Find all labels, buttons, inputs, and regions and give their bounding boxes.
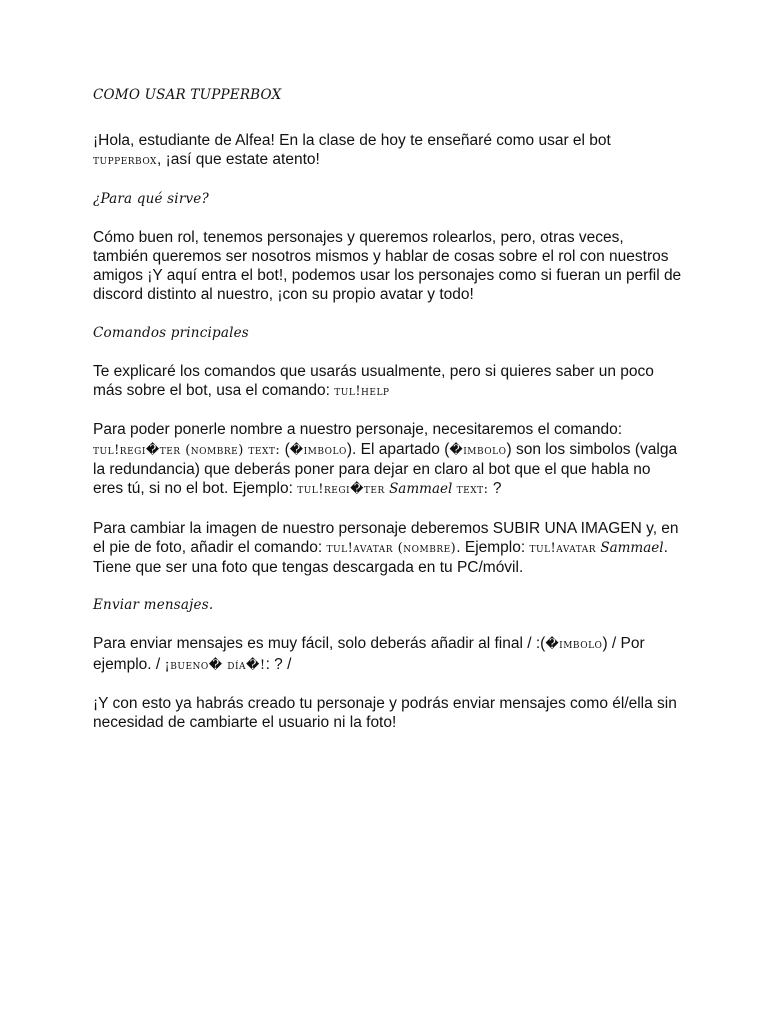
register-example-command: tul!regi�ter xyxy=(297,482,385,498)
intro-paragraph xyxy=(93,131,683,171)
send-text-1: Para enviar mensajes es muy fácil, solo deberás añadir al final / :( xyxy=(93,635,546,653)
register-command: tul!regi�ter (nombre) text: xyxy=(93,442,281,458)
avatar-command: tul!avatar (nombre) xyxy=(326,540,457,556)
register-text-4: ) son los simbolos (valga la redundancia) que deberás poner para dejar en claro al bot que el que habla no eres tú, si no el bot. Ejemplo: xyxy=(93,440,678,498)
register-text-5: ? xyxy=(488,480,502,498)
avatar-text-3: . Tiene que ser una foto que tengas descargada en tu PC/móvil. xyxy=(93,538,668,577)
send-symbol-term: �imbolo xyxy=(545,637,603,653)
purpose-paragraph: Cómo buen rol, tenemos personajes y queremos rolearlos, pero, otras veces, también queremos ser nosotros mismos y hablar de cosas sobre el rol con nuestros amigos ¡Y aquí entra el bot!, podemos usar los personajes como si fueran un perfil de discord distinto al nuestro, ¡con su propio avatar y todo! xyxy=(93,228,682,304)
symbol-term-1: �imbolo xyxy=(289,442,347,458)
register-text-3: ). El apartado ( xyxy=(346,440,450,458)
send-text-2: ) / Por ejemplo. / xyxy=(93,635,645,673)
register-example-text: text: xyxy=(456,482,489,498)
avatar-example-command: tul!avatar xyxy=(529,540,597,556)
avatar-paragraph xyxy=(93,519,683,578)
register-paragraph xyxy=(93,420,683,499)
closing-paragraph: ¡Y con esto ya habrás creado tu personaje y podrás enviar mensajes como él/ella sin necesidad de cambiarte el usuario ni la foto! xyxy=(93,695,677,732)
bot-name: tupperbox xyxy=(93,153,157,169)
register-text-2: ( xyxy=(280,440,290,458)
document-page xyxy=(93,86,683,752)
symbol-term-2: �imbolo xyxy=(449,442,507,458)
register-example-name: Sammael xyxy=(389,481,453,498)
section-heading-send: Enviar mensajes. xyxy=(93,597,214,614)
send-paragraph xyxy=(93,634,683,675)
commands-intro-paragraph xyxy=(93,362,683,402)
avatar-text-1: Para cambiar la imagen de nuestro personaje deberemos SUBIR UNA IMAGEN y, en el pie de foto, añadir el comando: xyxy=(93,519,679,556)
avatar-example-name: Sammael xyxy=(600,539,664,556)
intro-text-2: , ¡así que estate atento! xyxy=(156,151,320,169)
send-text-3: : ? / xyxy=(265,655,292,673)
register-text-1: Para poder ponerle nombre a nuestro personaje, necesitaremos el comando: xyxy=(93,421,623,439)
help-command: tul!help xyxy=(334,384,390,400)
document-title: COMO USAR TUPPERBOX xyxy=(93,87,282,103)
commands-intro-text: Te explicaré los comandos que usarás usualmente, pero si quieres saber un poco más sobre el bot, usa el comando: xyxy=(93,362,654,400)
section-heading-purpose: ¿Para qué sirve? xyxy=(93,190,209,207)
avatar-text-2: . Ejemplo: xyxy=(456,538,530,556)
intro-text-1: ¡Hola, estudiante de Alfea! En la clase de hoy te enseñaré como usar el bot xyxy=(93,132,611,149)
section-heading-commands: Comandos principales xyxy=(93,324,249,341)
send-example: ¡bueno� día�! xyxy=(164,657,266,673)
